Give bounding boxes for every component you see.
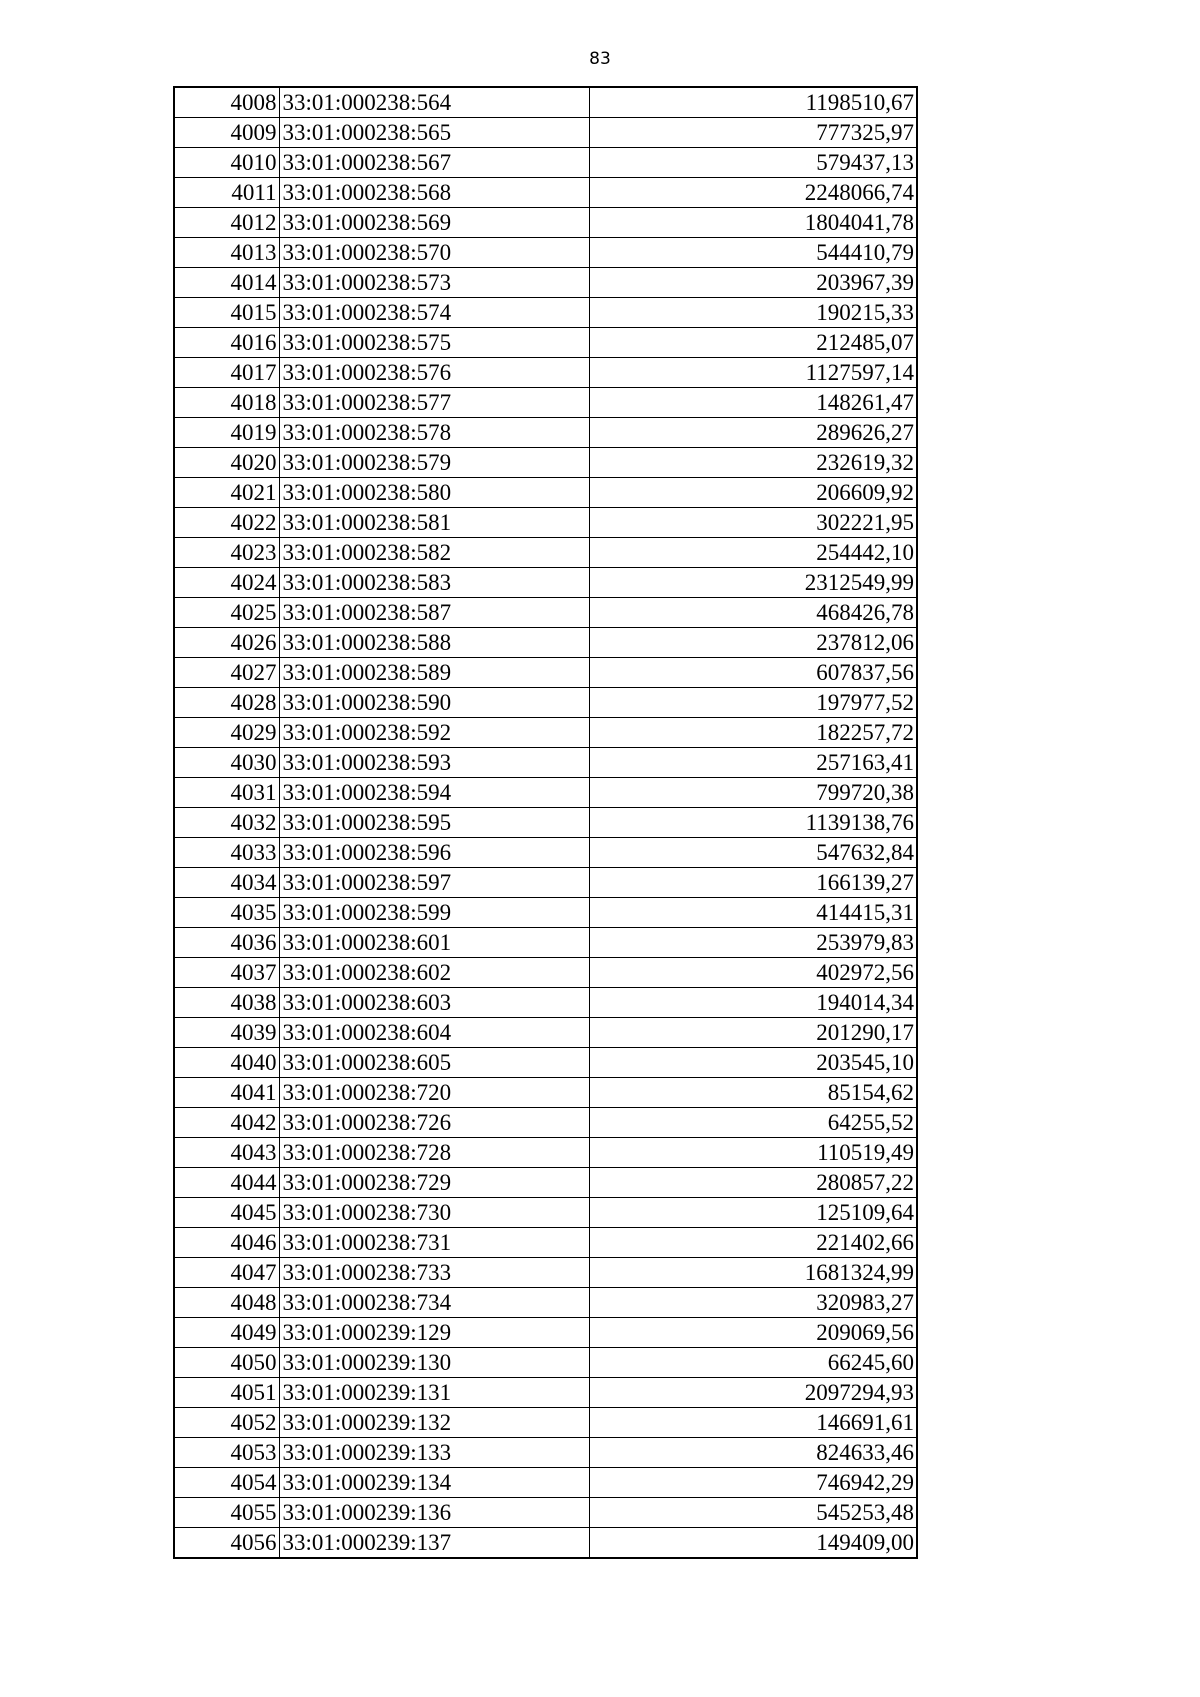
cadastral-number-cell: 33:01:000238:577 (279, 388, 589, 418)
row-number-cell: 4038 (174, 988, 279, 1018)
value-cell: 212485,07 (589, 328, 917, 358)
row-number-cell: 4052 (174, 1408, 279, 1438)
value-cell: 2248066,74 (589, 178, 917, 208)
row-number-cell: 4009 (174, 118, 279, 148)
cadastral-number-cell: 33:01:000238:578 (279, 418, 589, 448)
value-cell: 545253,48 (589, 1498, 917, 1528)
cadastral-number-cell: 33:01:000238:569 (279, 208, 589, 238)
cadastral-number-cell: 33:01:000239:133 (279, 1438, 589, 1468)
cadastral-number-cell: 33:01:000238:564 (279, 87, 589, 118)
value-cell: 824633,46 (589, 1438, 917, 1468)
row-number-cell: 4025 (174, 598, 279, 628)
row-number-cell: 4024 (174, 568, 279, 598)
value-cell: 1804041,78 (589, 208, 917, 238)
table-row (174, 1018, 917, 1048)
cadastral-number-cell: 33:01:000238:568 (279, 178, 589, 208)
table-row (174, 1168, 917, 1198)
value-cell: 182257,72 (589, 718, 917, 748)
value-cell: 203967,39 (589, 268, 917, 298)
row-number-cell: 4018 (174, 388, 279, 418)
row-number-cell: 4031 (174, 778, 279, 808)
row-number-cell: 4011 (174, 178, 279, 208)
cadastral-number-cell: 33:01:000238:589 (279, 658, 589, 688)
value-cell: 203545,10 (589, 1048, 917, 1078)
cadastral-number-cell: 33:01:000238:592 (279, 718, 589, 748)
cadastral-number-cell: 33:01:000238:582 (279, 538, 589, 568)
cadastral-number-cell: 33:01:000238:604 (279, 1018, 589, 1048)
table-row (174, 628, 917, 658)
table-row (174, 1528, 917, 1559)
cadastral-number-cell: 33:01:000238:581 (279, 508, 589, 538)
row-number-cell: 4047 (174, 1258, 279, 1288)
value-cell: 194014,34 (589, 988, 917, 1018)
table-row (174, 838, 917, 868)
cadastral-number-cell: 33:01:000238:590 (279, 688, 589, 718)
value-cell: 799720,38 (589, 778, 917, 808)
page-number: 83 (589, 49, 611, 69)
cadastral-number-cell: 33:01:000238:599 (279, 898, 589, 928)
value-cell: 1127597,14 (589, 358, 917, 388)
cadastral-number-cell: 33:01:000238:587 (279, 598, 589, 628)
table-row (174, 87, 917, 118)
registry-table (173, 86, 918, 1559)
value-cell: 254442,10 (589, 538, 917, 568)
table-row (174, 1078, 917, 1108)
table-row (174, 778, 917, 808)
row-number-cell: 4036 (174, 928, 279, 958)
cadastral-number-cell: 33:01:000238:574 (279, 298, 589, 328)
value-cell: 149409,00 (589, 1528, 917, 1559)
cadastral-number-cell: 33:01:000238:567 (279, 148, 589, 178)
row-number-cell: 4012 (174, 208, 279, 238)
value-cell: 468426,78 (589, 598, 917, 628)
row-number-cell: 4015 (174, 298, 279, 328)
table-row (174, 718, 917, 748)
table-row (174, 928, 917, 958)
value-cell: 746942,29 (589, 1468, 917, 1498)
table-row (174, 1468, 917, 1498)
value-cell: 579437,13 (589, 148, 917, 178)
table-row (174, 688, 917, 718)
table-row (174, 988, 917, 1018)
cadastral-number-cell: 33:01:000238:730 (279, 1198, 589, 1228)
value-cell: 64255,52 (589, 1108, 917, 1138)
row-number-cell: 4054 (174, 1468, 279, 1498)
value-cell: 1681324,99 (589, 1258, 917, 1288)
table-row (174, 958, 917, 988)
value-cell: 125109,64 (589, 1198, 917, 1228)
table-row (174, 868, 917, 898)
row-number-cell: 4008 (174, 87, 279, 118)
row-number-cell: 4019 (174, 418, 279, 448)
cadastral-number-cell: 33:01:000238:601 (279, 928, 589, 958)
row-number-cell: 4030 (174, 748, 279, 778)
value-cell: 544410,79 (589, 238, 917, 268)
table-row (174, 358, 917, 388)
cadastral-number-cell: 33:01:000238:605 (279, 1048, 589, 1078)
value-cell: 777325,97 (589, 118, 917, 148)
cadastral-number-cell: 33:01:000239:130 (279, 1348, 589, 1378)
cadastral-number-cell: 33:01:000238:583 (279, 568, 589, 598)
value-cell: 1198510,67 (589, 87, 917, 118)
row-number-cell: 4051 (174, 1378, 279, 1408)
row-number-cell: 4010 (174, 148, 279, 178)
row-number-cell: 4049 (174, 1318, 279, 1348)
table-row (174, 598, 917, 628)
cadastral-number-cell: 33:01:000238:597 (279, 868, 589, 898)
value-cell: 2312549,99 (589, 568, 917, 598)
row-number-cell: 4040 (174, 1048, 279, 1078)
value-cell: 607837,56 (589, 658, 917, 688)
table-row (174, 1318, 917, 1348)
table-row (174, 1228, 917, 1258)
value-cell: 237812,06 (589, 628, 917, 658)
table-row (174, 1408, 917, 1438)
row-number-cell: 4044 (174, 1168, 279, 1198)
cadastral-number-cell: 33:01:000238:726 (279, 1108, 589, 1138)
cadastral-number-cell: 33:01:000239:132 (279, 1408, 589, 1438)
value-cell: 206609,92 (589, 478, 917, 508)
row-number-cell: 4027 (174, 658, 279, 688)
cadastral-number-cell: 33:01:000238:595 (279, 808, 589, 838)
table-row (174, 1048, 917, 1078)
row-number-cell: 4026 (174, 628, 279, 658)
table-row (174, 1438, 917, 1468)
table-row (174, 1108, 917, 1138)
row-number-cell: 4034 (174, 868, 279, 898)
table-row (174, 328, 917, 358)
cadastral-number-cell: 33:01:000238:580 (279, 478, 589, 508)
table-row (174, 1378, 917, 1408)
row-number-cell: 4056 (174, 1528, 279, 1559)
value-cell: 302221,95 (589, 508, 917, 538)
cadastral-number-cell: 33:01:000238:603 (279, 988, 589, 1018)
table-row (174, 178, 917, 208)
row-number-cell: 4017 (174, 358, 279, 388)
table-row (174, 538, 917, 568)
cadastral-number-cell: 33:01:000238:720 (279, 1078, 589, 1108)
row-number-cell: 4013 (174, 238, 279, 268)
table-row (174, 898, 917, 928)
row-number-cell: 4046 (174, 1228, 279, 1258)
table-row (174, 478, 917, 508)
cadastral-number-cell: 33:01:000238:602 (279, 958, 589, 988)
cadastral-number-cell: 33:01:000239:134 (279, 1468, 589, 1498)
value-cell: 414415,31 (589, 898, 917, 928)
value-cell: 547632,84 (589, 838, 917, 868)
value-cell: 66245,60 (589, 1348, 917, 1378)
row-number-cell: 4021 (174, 478, 279, 508)
row-number-cell: 4014 (174, 268, 279, 298)
table-row (174, 448, 917, 478)
row-number-cell: 4048 (174, 1288, 279, 1318)
table-row (174, 1288, 917, 1318)
table-row (174, 238, 917, 268)
cadastral-number-cell: 33:01:000238:579 (279, 448, 589, 478)
value-cell: 146691,61 (589, 1408, 917, 1438)
row-number-cell: 4033 (174, 838, 279, 868)
value-cell: 257163,41 (589, 748, 917, 778)
table-row (174, 418, 917, 448)
row-number-cell: 4039 (174, 1018, 279, 1048)
row-number-cell: 4041 (174, 1078, 279, 1108)
value-cell: 402972,56 (589, 958, 917, 988)
value-cell: 209069,56 (589, 1318, 917, 1348)
cadastral-number-cell: 33:01:000239:131 (279, 1378, 589, 1408)
cadastral-number-cell: 33:01:000238:593 (279, 748, 589, 778)
table-row (174, 1258, 917, 1288)
table-row (174, 568, 917, 598)
row-number-cell: 4032 (174, 808, 279, 838)
value-cell: 190215,33 (589, 298, 917, 328)
value-cell: 1139138,76 (589, 808, 917, 838)
cadastral-number-cell: 33:01:000238:573 (279, 268, 589, 298)
table-body (174, 87, 917, 1558)
table-row (174, 1498, 917, 1528)
row-number-cell: 4022 (174, 508, 279, 538)
row-number-cell: 4029 (174, 718, 279, 748)
table-row (174, 208, 917, 238)
row-number-cell: 4042 (174, 1108, 279, 1138)
cadastral-number-cell: 33:01:000238:734 (279, 1288, 589, 1318)
value-cell: 221402,66 (589, 1228, 917, 1258)
row-number-cell: 4023 (174, 538, 279, 568)
table-row (174, 658, 917, 688)
cadastral-number-cell: 33:01:000238:733 (279, 1258, 589, 1288)
value-cell: 2097294,93 (589, 1378, 917, 1408)
value-cell: 201290,17 (589, 1018, 917, 1048)
cadastral-number-cell: 33:01:000238:728 (279, 1138, 589, 1168)
row-number-cell: 4037 (174, 958, 279, 988)
value-cell: 232619,32 (589, 448, 917, 478)
value-cell: 85154,62 (589, 1078, 917, 1108)
value-cell: 110519,49 (589, 1138, 917, 1168)
row-number-cell: 4045 (174, 1198, 279, 1228)
table-row (174, 1198, 917, 1228)
table-row (174, 1348, 917, 1378)
value-cell: 166139,27 (589, 868, 917, 898)
table-row (174, 808, 917, 838)
cadastral-number-cell: 33:01:000238:729 (279, 1168, 589, 1198)
table-row (174, 268, 917, 298)
value-cell: 148261,47 (589, 388, 917, 418)
table-row (174, 388, 917, 418)
row-number-cell: 4050 (174, 1348, 279, 1378)
cadastral-number-cell: 33:01:000238:576 (279, 358, 589, 388)
cadastral-number-cell: 33:01:000239:137 (279, 1528, 589, 1559)
cadastral-number-cell: 33:01:000239:136 (279, 1498, 589, 1528)
table-row (174, 748, 917, 778)
value-cell: 320983,27 (589, 1288, 917, 1318)
value-cell: 289626,27 (589, 418, 917, 448)
cadastral-number-cell: 33:01:000238:596 (279, 838, 589, 868)
row-number-cell: 4020 (174, 448, 279, 478)
cadastral-number-cell: 33:01:000238:588 (279, 628, 589, 658)
row-number-cell: 4043 (174, 1138, 279, 1168)
cadastral-number-cell: 33:01:000239:129 (279, 1318, 589, 1348)
row-number-cell: 4016 (174, 328, 279, 358)
row-number-cell: 4055 (174, 1498, 279, 1528)
table-row (174, 508, 917, 538)
table-row (174, 1138, 917, 1168)
cadastral-number-cell: 33:01:000238:575 (279, 328, 589, 358)
table-row (174, 118, 917, 148)
cadastral-number-cell: 33:01:000238:570 (279, 238, 589, 268)
value-cell: 253979,83 (589, 928, 917, 958)
table-row (174, 298, 917, 328)
row-number-cell: 4053 (174, 1438, 279, 1468)
cadastral-number-cell: 33:01:000238:731 (279, 1228, 589, 1258)
cadastral-number-cell: 33:01:000238:565 (279, 118, 589, 148)
value-cell: 197977,52 (589, 688, 917, 718)
row-number-cell: 4035 (174, 898, 279, 928)
row-number-cell: 4028 (174, 688, 279, 718)
cadastral-number-cell: 33:01:000238:594 (279, 778, 589, 808)
value-cell: 280857,22 (589, 1168, 917, 1198)
table-row (174, 148, 917, 178)
